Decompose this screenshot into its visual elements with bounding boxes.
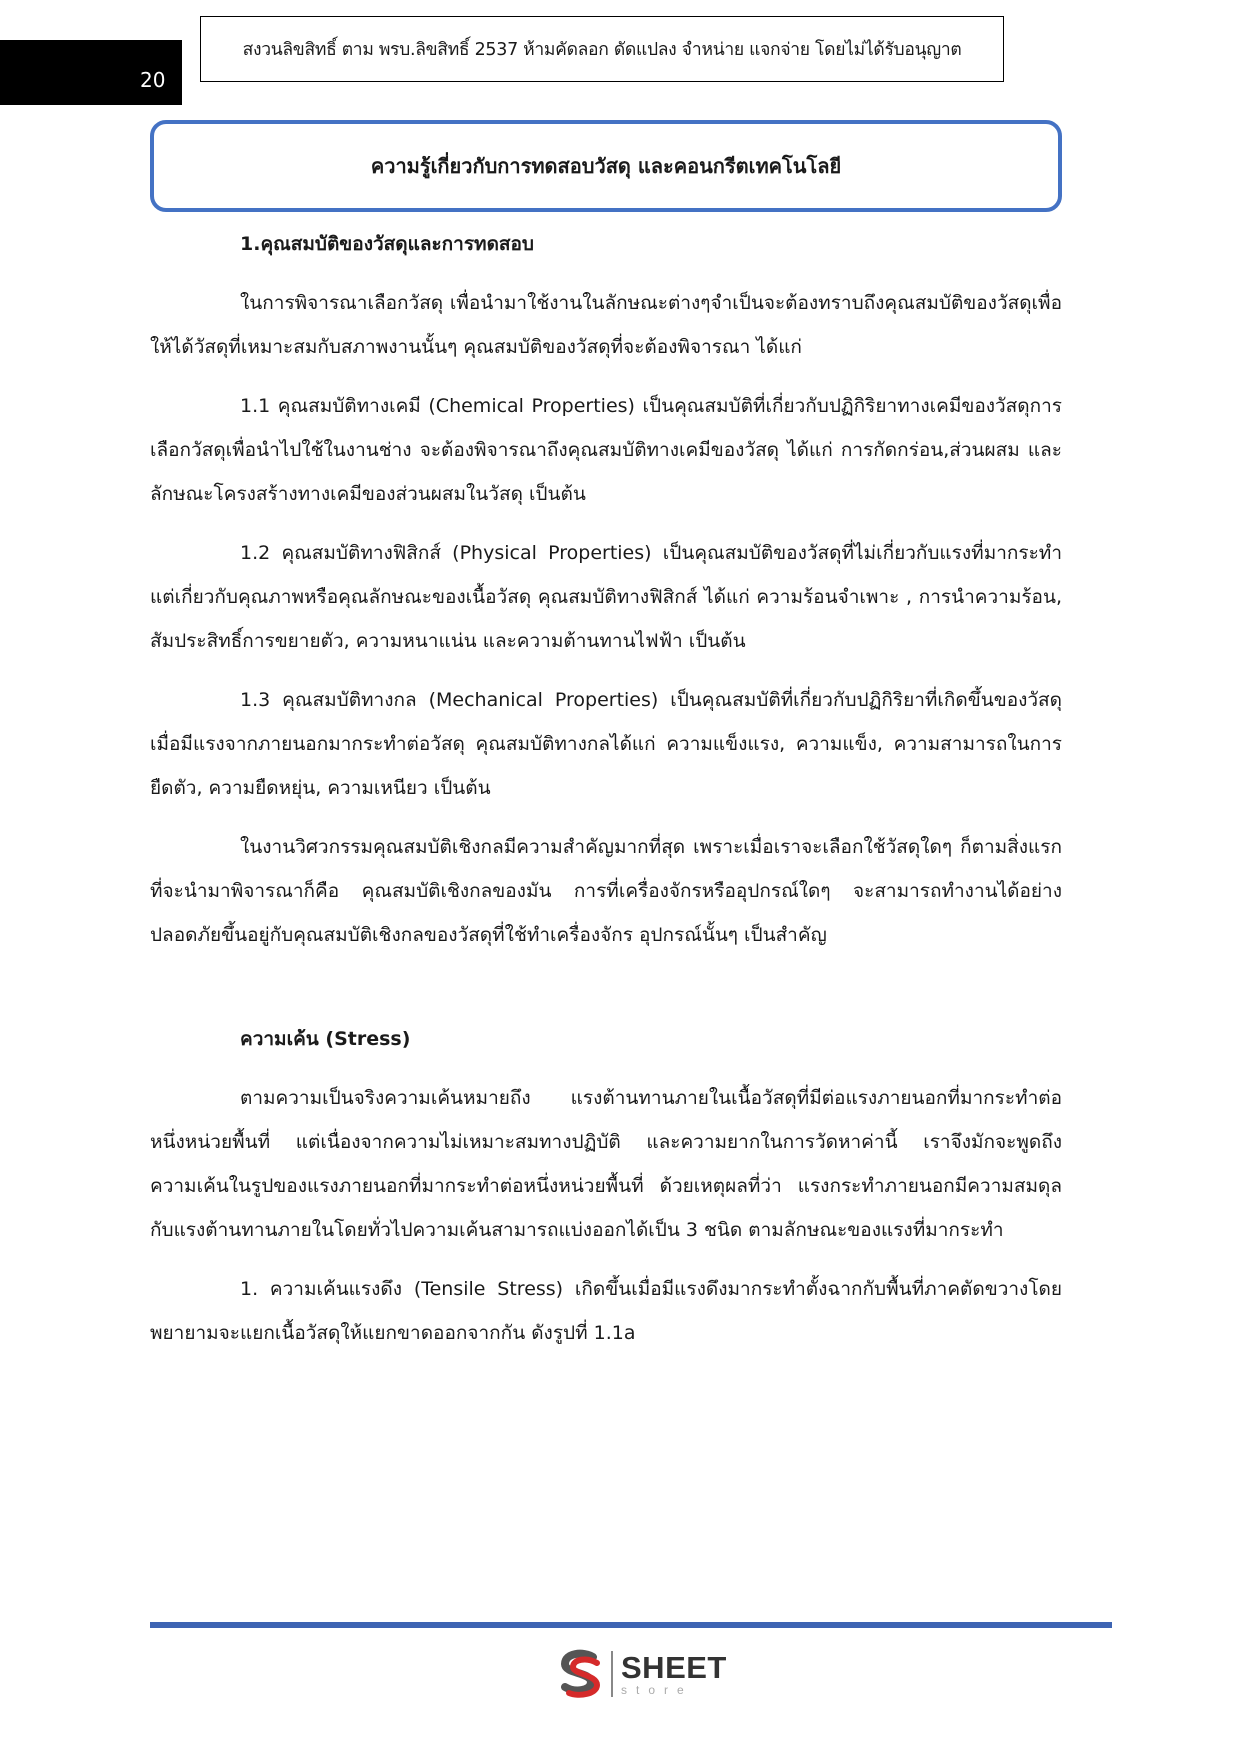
section-heading-properties: 1.คุณสมบัติของวัสดุและการทดสอบ bbox=[240, 233, 534, 255]
logo-text bbox=[621, 1652, 727, 1696]
paragraph-tensile-stress: 1. ความเค้นแรงดึง (Tensile Stress) เกิดขึ้นเมื่อมีแรงดึงมากระทำตั้งฉากกับพื้นที่ภาคตัดขวางโดยพยายามจะแยกเนื้อวัสดุให้แยกขาดออกจากกัน ดังรูปที่ 1.1a bbox=[150, 1278, 1062, 1344]
main-content bbox=[150, 222, 1062, 1355]
copyright-notice bbox=[200, 16, 1004, 82]
paragraph: ในงานวิศวกรรมคุณสมบัติเชิงกลมีความสำคัญมากที่สุด เพราะเมื่อเราจะเลือกใช้วัสดุใดๆ ก็ตามสิ่งแรกที่จะนำมาพิจารณาก็คือ คุณสมบัติเชิงกลของมัน การที่เครื่องจักรหรืออุปกรณ์ใดๆ จะสามารถทำงานได้อย่างปลอดภัยขึ้นอยู่กับคุณสมบัติเชิงกลของวัสดุที่ใช้ทำเครื่องจักร อุปกรณ์นั้นๆ เป็นสำคัญ bbox=[150, 836, 1062, 946]
logo-divider bbox=[611, 1651, 613, 1697]
copyright-text: สงวนลิขสิทธิ์ ตาม พรบ.ลิขสิทธิ์ 2537 ห้ามคัดลอก ดัดแปลง จำหน่าย แจกจ่าย โดยไม่ได้รับอนุญาต bbox=[242, 40, 962, 60]
section-heading-stress: ความเค้น (Stress) bbox=[240, 1028, 411, 1050]
paragraph-physical-properties: 1.2 คุณสมบัติทางฟิสิกส์ (Physical Properties) เป็นคุณสมบัติของวัสดุที่ไม่เกี่ยวกับแรงที่มากระทำแต่เกี่ยวกับคุณภาพหรือคุณลักษณะของเนื้อวัสดุ คุณสมบัติทางฟิสิกส์ ได้แก่ ความร้อนจำเพาะ , การนำความร้อน, สัมประสิทธิ์การขยายตัว, ความหนาแน่น และความต้านทานไฟฟ้า เป็นต้น bbox=[150, 542, 1062, 652]
page-number-tab bbox=[0, 40, 182, 105]
footer-rule bbox=[150, 1622, 1112, 1628]
document-title-box bbox=[150, 120, 1062, 212]
paragraph: ในการพิจารณาเลือกวัสดุ เพื่อนำมาใช้งานในลักษณะต่างๆจำเป็นจะต้องทราบถึงคุณสมบัติของวัสดุเพื่อให้ได้วัสดุที่เหมาะสมกับสภาพงานนั้นๆ คุณสมบัติของวัสดุที่จะต้องพิจารณา ได้แก่ bbox=[150, 292, 1062, 358]
paragraph-mechanical-properties: 1.3 คุณสมบัติทางกล (Mechanical Properties) เป็นคุณสมบัติที่เกี่ยวกับปฏิกิริยาที่เกิดขึ้นของวัสดุเมื่อมีแรงจากภายนอกมากระทำต่อวัสดุ คุณสมบัติทางกลได้แก่ ความแข็งแรง, ความแข็ง, ความสามารถในการยืดตัว, ความยืดหยุ่น, ความเหนียว เป็นต้น bbox=[150, 689, 1062, 799]
sheet-store-logo-icon bbox=[553, 1647, 607, 1701]
paragraph-stress-definition: ตามความเป็นจริงความเค้นหมายถึง แรงต้านทานภายในเนื้อวัสดุที่มีต่อแรงภายนอกที่มากระทำต่อหนึ่งหน่วยพื้นที่ แต่เนื่องจากความไม่เหมาะสมทางปฏิบัติ และความยากในการวัดหาค่านี้ เราจึงมักจะพูดถึงความเค้นในรูปของแรงภายนอกที่มากระทำต่อหนึ่งหน่วยพื้นที่ ด้วยเหตุผลที่ว่า แรงกระทำภายนอกมีความสมดุลกับแรงต้านทานภายในโดยทั่วไปความเค้นสามารถแบ่งออกได้เป็น 3 ชนิด ตามลักษณะของแรงที่มากระทำ bbox=[150, 1087, 1062, 1241]
sheet-store-logo bbox=[553, 1646, 727, 1702]
document-title: ความรู้เกี่ยวกับการทดสอบวัสดุ และคอนกรีตเทคโนโลยี bbox=[370, 154, 842, 178]
logo-word: SHEET bbox=[621, 1650, 727, 1685]
paragraph-chemical-properties: 1.1 คุณสมบัติทางเคมี (Chemical Properties) เป็นคุณสมบัติที่เกี่ยวกับปฏิกิริยาทางเคมีของวัสดุการเลือกวัสดุเพื่อนำไปใช้ในงานช่าง จะต้องพิจารณาถึงคุณสมบัติทางเคมีของวัสดุ ได้แก่ การกัดกร่อน,ส่วนผสม และลักษณะโครงสร้างทางเคมีของส่วนผสมในวัสดุ เป็นต้น bbox=[150, 395, 1062, 505]
page-number: 20 bbox=[140, 68, 166, 92]
logo-subword: store bbox=[621, 1683, 693, 1697]
